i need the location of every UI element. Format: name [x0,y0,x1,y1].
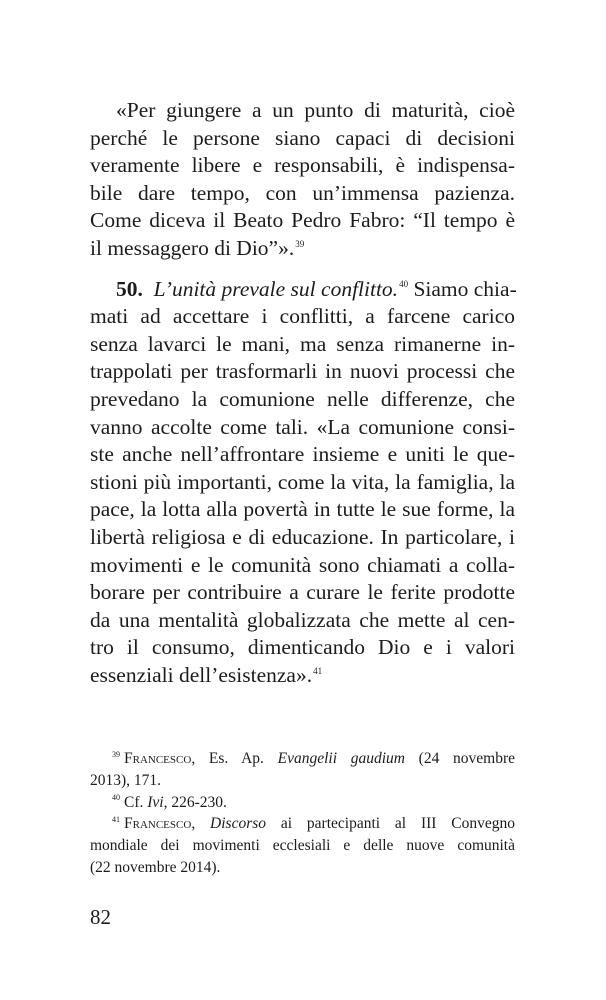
text-line: borare per contribuire a curare le ferite prodotte [90,580,515,605]
text-line: «Per giungere a un punto di maturità, cioè [116,98,515,122]
text-line: libertà religiosa e di educazione. In particolare, i [90,524,515,549]
footnote-title: Evangelii gaudium [277,750,405,767]
footnote-author: Francesco [124,815,192,833]
footnote-39-cont: 2013), 171. [90,771,162,789]
text-line: prevedano la comunione nelle differenze, che [90,386,515,411]
section-50 [90,276,515,690]
page-body [90,97,515,689]
footnote-text: (24 novembre [404,750,515,767]
text-line: trappolati per trasformarli in nuovi processi che [90,359,515,384]
footnote-text: , Es. Ap. [191,750,278,767]
quote-paragraph [90,97,515,263]
text-line: tro il consumo, dimenticando Dio e i valori [90,635,515,660]
footnote-title: Ivi [147,793,164,811]
footnote-text: , [191,815,211,833]
section-heading: L’unità prevale sul conflitto. [153,276,399,301]
footnote-text: , 226-230. [163,793,227,811]
text-line: pace, la lotta alla povertà in tutte le sue forme, la [90,497,515,522]
footnote-41-cont: (22 novembre 2014). [90,858,221,876]
text-line: da una mentalità globalizzata che mette al cen- [90,607,515,632]
footnote-author: Francesco [124,750,192,767]
footnote-39 [90,748,515,770]
section-end-text: essenziali dell’esistenza». [90,662,313,687]
text-line: vanno accolte come tali. «La comunione consi- [90,414,515,439]
footnote-ref-41[interactable]: 41 [313,665,323,676]
footnote-text: Cf. [124,793,148,811]
text-line: movimenti e le comunità sono chiamati a colla- [90,552,515,577]
text-line-last [90,662,515,690]
text-line: senza lavarci le mani, ma senza rimanerne in- [90,331,515,356]
footnote-40 [90,792,515,814]
page-number: 82 [90,905,111,929]
text-line: Come diceva il Beato Pedro Fabro: “Il tempo è [90,208,515,233]
section-number: 50. [116,276,143,301]
text-line: bile dare tempo, con un’immensa pazienza. [90,180,515,205]
text-line: perché le persone siano capaci di decisioni [90,125,515,150]
footnote-ref-39[interactable]: 39 [295,238,305,249]
text-line: ste anche nell’affrontare insieme e uniti le que- [90,442,515,467]
footnote-number: 39 [112,749,120,759]
footnote-41-cont: mondiale dei movimenti ecclesiali e delle nuove comunità [90,837,515,855]
footnote-text: ai partecipanti al III Convegno [266,815,516,833]
section-first-line-text: Siamo chia- [413,276,517,301]
footnotes [90,748,515,879]
footnote-number: 40 [112,793,120,803]
text-line-last [90,235,515,263]
footnote-title: Discorso [210,815,267,833]
quote-end-text: il messaggero di Dio”». [90,235,295,260]
section-heading-line [90,276,515,304]
footnote-ref-40[interactable]: 40 [399,279,409,290]
text-line: veramente libere e responsabili, è indispensa- [90,153,515,178]
text-line: stioni più importanti, come la vita, la famiglia, la [90,469,515,494]
footnote-41 [90,813,515,835]
text-line: mati ad accettare i conflitti, a farcene carico [90,304,515,329]
footnote-number: 41 [112,815,120,825]
